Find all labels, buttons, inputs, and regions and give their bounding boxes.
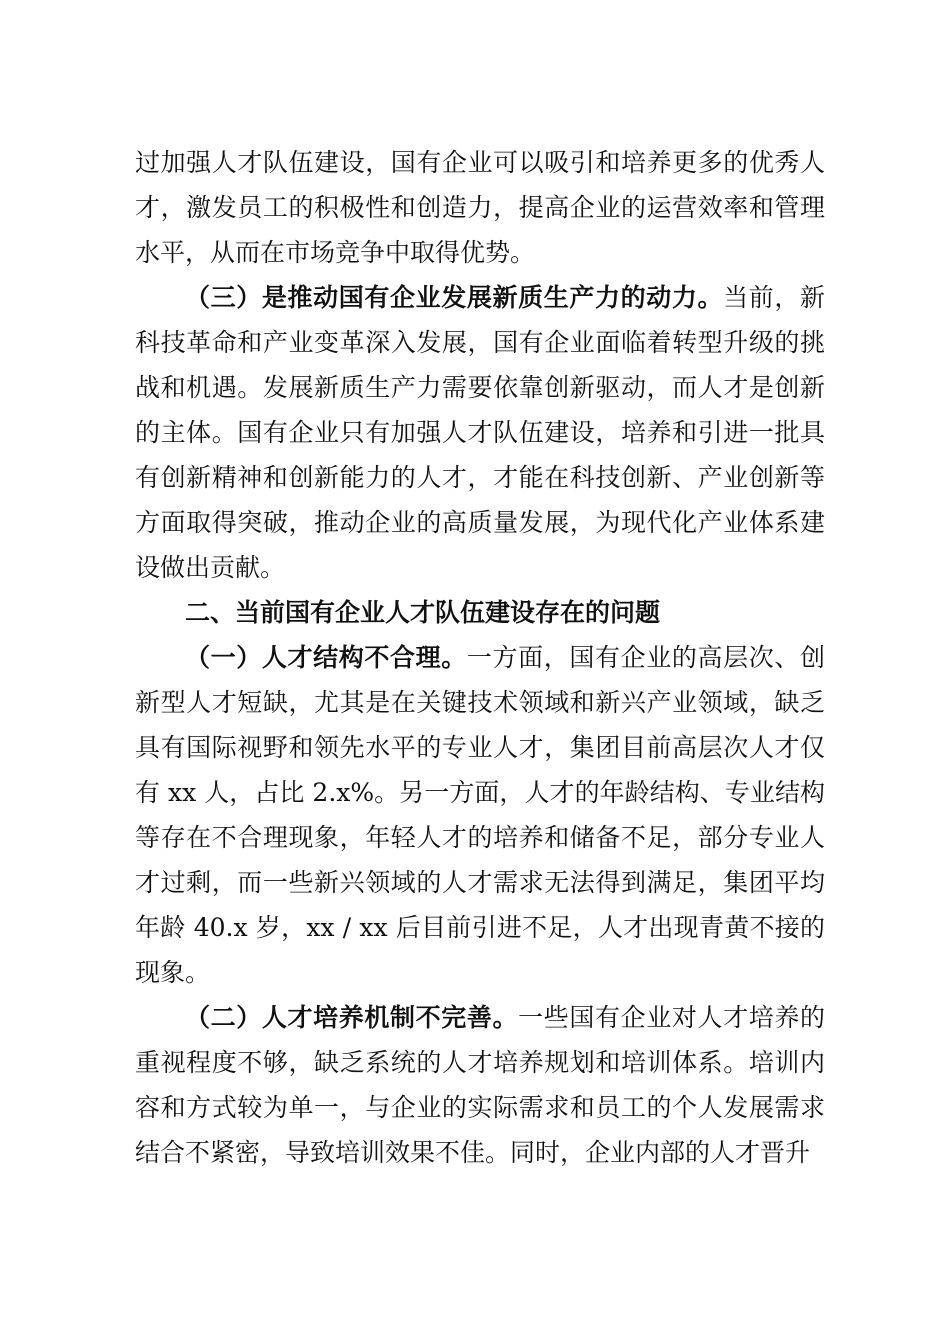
problem-two-lead: （二）人才培养机制不完善。 bbox=[185, 1003, 519, 1032]
paragraph-problem-one bbox=[135, 635, 825, 995]
paragraph-continuation: 过加强人才队伍建设，国有企业可以吸引和培养更多的优秀人才，激发员工的积极性和创造力，提高企业的运营效率和管理水平，从而在市场竞争中取得优势。 bbox=[135, 148, 825, 267]
heading-section-two: 二、当前国有企业人才队伍建设存在的问题 bbox=[185, 598, 661, 627]
section-three-body: 当前，新科技革命和产业变革深入发展，国有企业面临着转型升级的挑战和机遇。发展新质生产力需要依靠创新驱动，而人才是创新的主体。国有企业只有加强人才队伍建设，培养和引进一批具有创新精神和创新能力的人才，才能在科技创新、产业创新等方面取得突破，推动企业的高质量发展，为现代化产业体系建设做出贡献。 bbox=[135, 283, 825, 582]
paragraph-problem-two bbox=[135, 995, 825, 1175]
problem-one-lead: （一）人才结构不合理。 bbox=[185, 643, 467, 672]
section-three-lead: （三）是推动国有企业发展新质生产力的动力。 bbox=[185, 283, 724, 312]
problem-one-body: 一方面，国有企业的高层次、创新型人才短缺，尤其是在关键技术领域和新兴产业领域，缺乏具有国际视野和领先水平的专业人才，集团目前高层次人才仅有 xx 人，占比 2.x%。另一方面，人才的年龄结构、专业结构等存在不合理现象，年轻人才的培养和储备不足，部分专业人才过剩，而一些新兴领域的人才需求无法得到满足，集团平均年龄 40.x 岁，xx / xx 后目前引进不足，人才出现青黄不接的现象。 bbox=[135, 643, 825, 987]
problem-two-body: 一些国有企业对人才培养的重视程度不够，缺乏系统的人才培养规划和培训体系。培训内容和方式较为单一，与企业的实际需求和员工的个人发展需求结合不紧密，导致培训效果不佳。同时，企业内部的人才晋升 bbox=[135, 1003, 825, 1167]
paragraph-section-three bbox=[135, 275, 825, 590]
document-body bbox=[135, 140, 825, 1200]
